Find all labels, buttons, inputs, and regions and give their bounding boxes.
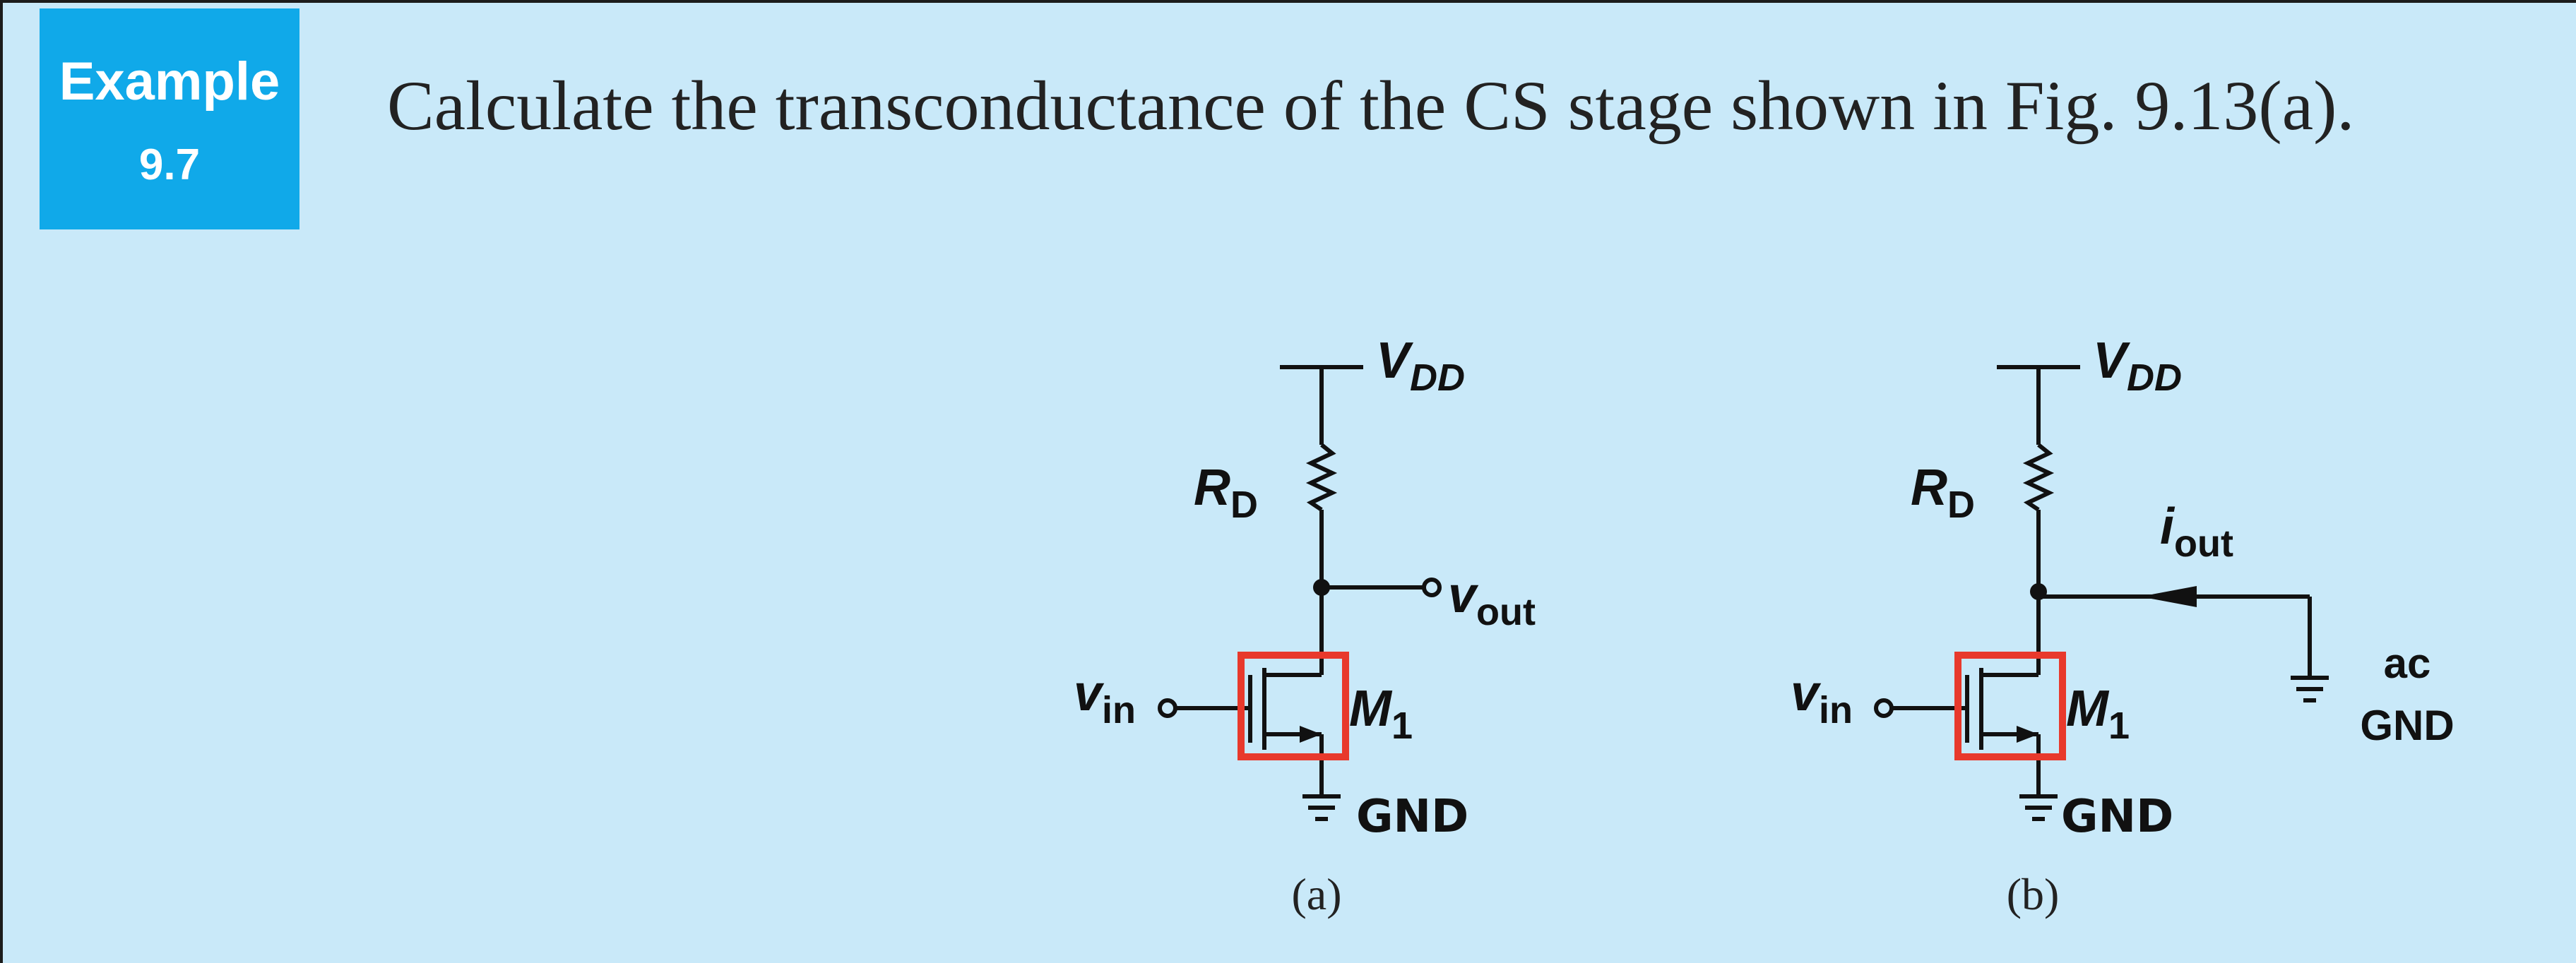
circuit-a — [1160, 367, 1440, 819]
source-arrow-a — [1300, 726, 1322, 743]
acgnd-label-line1: ac — [2383, 640, 2431, 687]
example-label: Example — [59, 52, 280, 112]
highlight-box-b — [1958, 655, 2062, 757]
acgnd-label-line2: GND — [2360, 702, 2455, 749]
caption-b: (b) — [2006, 869, 2060, 919]
circuit-b — [1876, 367, 2329, 819]
drain-node-a — [1313, 579, 1330, 596]
current-arrow-b — [2140, 586, 2197, 607]
example-number: 9.7 — [138, 140, 201, 189]
vdd-label-a: $V_{DD}$ — [1376, 333, 1466, 399]
gnd-note-a: GND — [1356, 791, 1469, 843]
question-text: Calculate the transconductance of the CS stage shown in Fig. 9.13(a). — [387, 66, 2355, 145]
m1-label-b: $M_1$ — [2066, 681, 2130, 747]
drain-node-b — [2030, 583, 2047, 600]
gnd-note-b: GND — [2061, 791, 2174, 843]
vin-label-b: $v_{in}$ — [1791, 665, 1853, 731]
output-terminal-a — [1424, 580, 1440, 595]
source-arrow-b — [2017, 726, 2038, 743]
caption-a: (a) — [1291, 869, 1342, 919]
highlight-box-a — [1241, 655, 1346, 757]
input-terminal-a — [1160, 700, 1175, 716]
vout-label-a: $v_{out}$ — [1448, 567, 1536, 633]
rd-label-a: $R_D$ — [1194, 460, 1258, 526]
iout-label-b: $i_{out}$ — [2160, 498, 2233, 565]
vin-label-a: $v_{in}$ — [1074, 665, 1136, 731]
resistor-a — [1311, 445, 1332, 510]
m1-label-a: $M_1$ — [1349, 681, 1413, 747]
rd-label-b: $R_D$ — [1911, 460, 1975, 526]
input-terminal-b — [1876, 700, 1892, 716]
vdd-label-b: $V_{DD}$ — [2093, 333, 2183, 399]
resistor-b — [2028, 445, 2049, 510]
